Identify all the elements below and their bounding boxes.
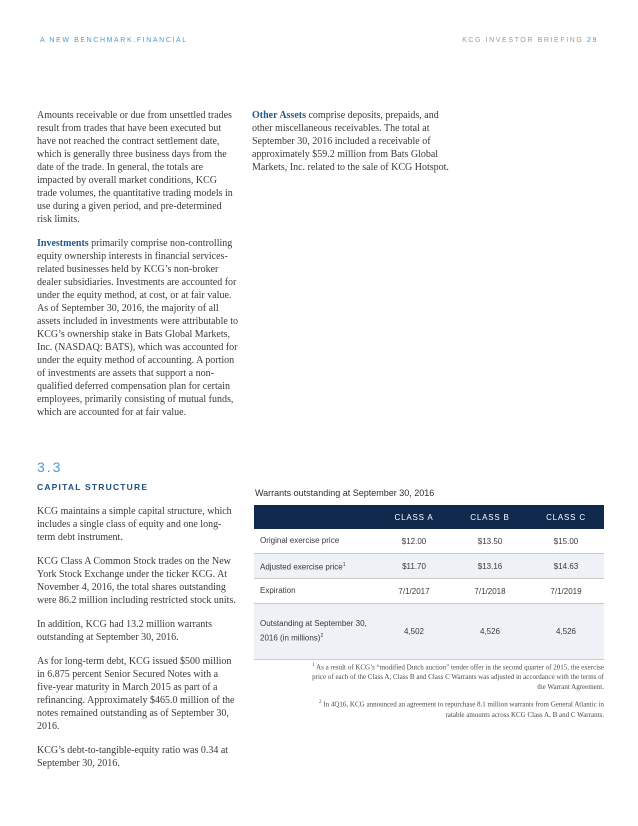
- other-assets-text: comprise deposits, prepaids, and other miscellaneous receivables. The total at September 30, 2016 included a receivable of approximately $59.2 million from Bats Global Markets, Inc. related to the sale of KCG Hotspot.: [252, 110, 449, 173]
- investments-lead: Investments: [37, 238, 89, 249]
- capital-paragraph-1: KCG maintains a simple capital structure, which includes a single class of equity and one long-term debt instrument.: [37, 506, 232, 543]
- row-label: [254, 618, 376, 645]
- table-cell: 7/1/2019: [550, 586, 582, 596]
- warrants-table: [254, 505, 604, 660]
- footnote-marker: 1: [312, 663, 315, 668]
- section-number: 3.3: [37, 459, 63, 475]
- table-cell: $11.70: [402, 561, 426, 571]
- capital-paragraph-5: KCG’s debt-to-tangible-equity ratio was 0.34 at September 30, 2016.: [37, 745, 229, 769]
- footnote-ref: 2: [320, 633, 324, 640]
- table-header-row: [254, 505, 604, 529]
- row-label-text: Outstanding at September 30, 2016 (in millions): [260, 619, 367, 643]
- page-number: 29: [587, 37, 598, 44]
- table-footnotes: [304, 661, 604, 726]
- table-cell: 7/1/2017: [398, 586, 430, 596]
- table-cell: $13.16: [477, 561, 503, 571]
- footnote-text: In 4Q16, KCG announced an agreement to repurchase 8.1 million warrants from General Atlantic in ratable amounts across KCG Class A, B and C Warrants.: [323, 700, 604, 719]
- right-column: [252, 109, 452, 185]
- column-header: CLASS B: [470, 512, 510, 522]
- column-header: CLASS C: [546, 512, 586, 522]
- table-row: [254, 554, 604, 579]
- row-label: [254, 559, 376, 574]
- section-title: CAPITAL STRUCTURE: [37, 482, 149, 492]
- footnote-marker: 2: [319, 700, 322, 706]
- running-header-right: [462, 37, 598, 44]
- table-cell: $15.00: [553, 536, 579, 546]
- table-cell: 4,526: [479, 627, 501, 636]
- column-header: CLASS A: [394, 512, 434, 522]
- left-column: [37, 109, 239, 430]
- other-assets-lead: Other Assets: [252, 110, 306, 121]
- row-label: Original exercise price: [260, 536, 340, 545]
- footnote-1: [304, 661, 604, 692]
- investments-text: primarily comprise non-controlling equity ownership interests in financial services-related businesses held by KCG’s non-broker dealer subsidiaries. Investments are accounted for under the equity method, at cost, or at fair value. As of September 30, 2016, the majority of all assets included in investments were attributable to KCG’s ownership stake in Bats Global Markets, Inc. (NASDAQ: BATS), which was accounted for under the equity method of accounting. A portion of investments are assets that support a non-qualified deferred compensation plan for certain employees, primarily consisting of mutual funds, which are accounted for at fair value.: [37, 238, 239, 418]
- footnote-ref: 1: [342, 561, 346, 568]
- receivables-paragraph: Amounts receivable or due from unsettled trades result from trades that have been executed but have not reached the contract settlement date, which is generally three business days from the date of the trade. In general, the totals are impacted by overall market conditions, KCG trade volumes, the quantitative trading models in use during a given period, and pre-determined risk limits.: [37, 110, 233, 225]
- footnote-2: [304, 698, 604, 719]
- header-title: KCG INVESTOR BRIEFING: [462, 37, 584, 44]
- table-title: Warrants outstanding at September 30, 2016: [255, 488, 435, 498]
- capital-structure-text: [37, 505, 239, 781]
- running-header-left: A NEW BENCHMARK.FINANCIAL: [40, 37, 188, 44]
- capital-paragraph-4: As for long-term debt, KCG issued $500 million in 6.875 percent Senior Secured Notes with a five-year maturity in March 2015 as part of a refinancing. Approximately $465.0 million of the notes remained outstanding as of September 30, 2016.: [37, 656, 235, 732]
- table-cell: 4,502: [403, 627, 425, 636]
- capital-paragraph-2: KCG Class A Common Stock trades on the New York Stock Exchange under the ticker KCG. At November 4, 2016, the total shares outstanding were 86.2 million including restricted stock units.: [37, 556, 236, 606]
- table-cell: $14.63: [553, 561, 579, 571]
- table-cell: 7/1/2018: [474, 586, 506, 596]
- other-assets-paragraph: [252, 109, 452, 174]
- table-cell: $13.50: [477, 536, 503, 546]
- table-cell: $12.00: [401, 536, 427, 546]
- table-row: [254, 529, 604, 554]
- table-row: [254, 579, 604, 604]
- row-label: Expiration: [260, 586, 296, 595]
- table-cell: 4,526: [555, 627, 577, 636]
- capital-paragraph-3: In addition, KCG had 13.2 million warrants outstanding at September 30, 2016.: [37, 619, 212, 643]
- table-row: [254, 604, 604, 660]
- investments-paragraph: [37, 237, 239, 419]
- footnote-text: As a result of KCG’s “modified Dutch auction” tender offer in the second quarter of 2015, the exercise price of each of the Class A, Class B and Class C Warrants was adjusted in accordance with the terms of the Warrant Agreement.: [312, 663, 604, 692]
- row-label-text: Adjusted exercise price: [260, 562, 343, 572]
